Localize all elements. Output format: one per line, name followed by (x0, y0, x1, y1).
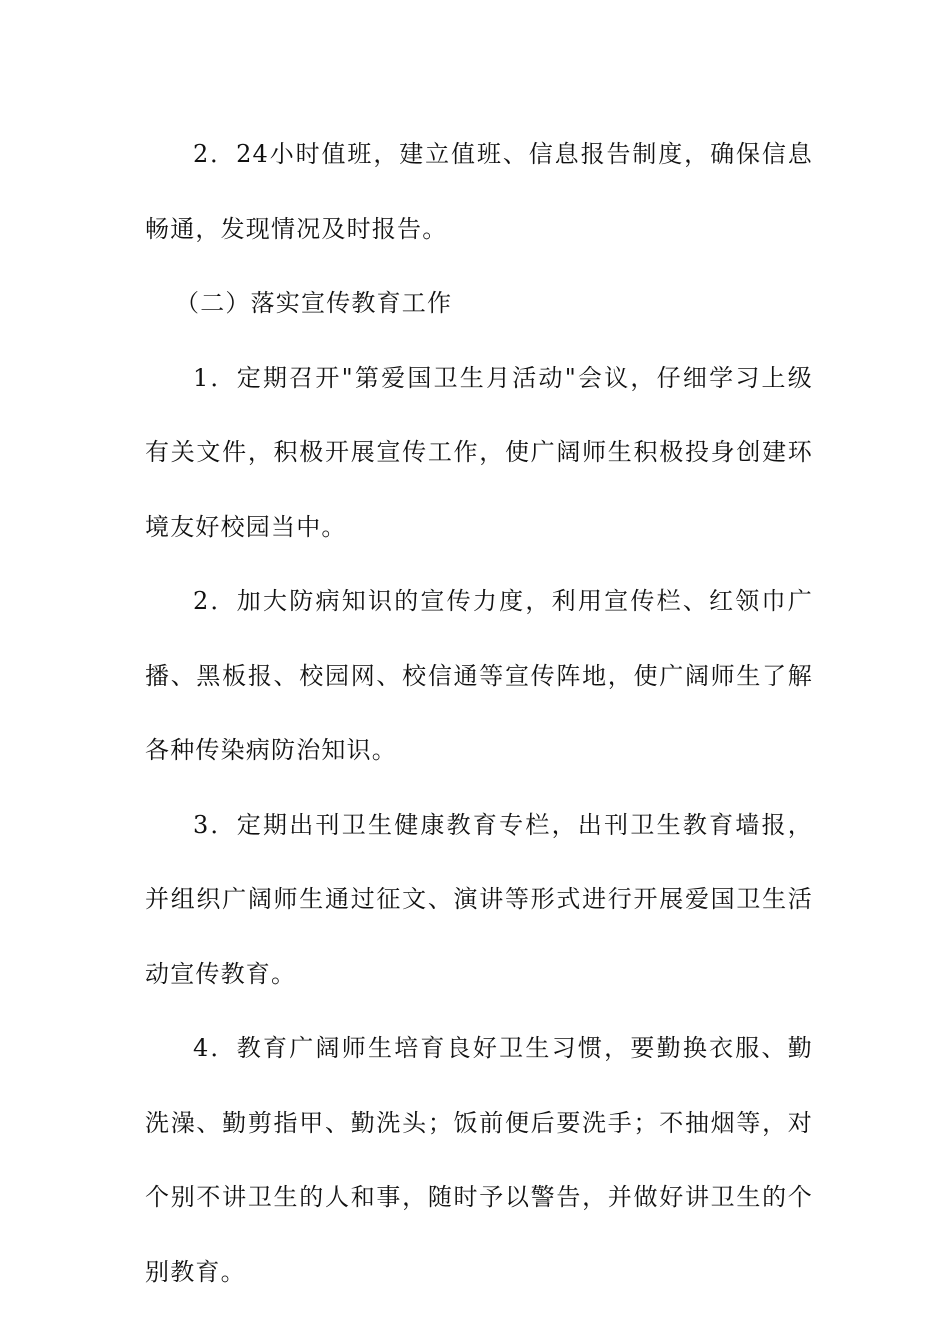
paragraph-meetings: 1．定期召开"第爱国卫生月活动"会议，仔细学习上级有关文件，积极开展宣传工作，使广阔师生积极投身创建环境友好校园当中。 (145, 363, 813, 541)
document-body (145, 117, 813, 1309)
paragraph-disease-knowledge: 2．加大防病知识的宣传力度，利用宣传栏、红领巾广播、黑板报、校园网、校信通等宣传阵地，使广阔师生了解各种传染病防治知识。 (145, 587, 813, 764)
paragraph-health-column: 3．定期出刊卫生健康教育专栏，出刊卫生教育墙报，并组织广阔师生通过征文、演讲等形式进行开展爱国卫生活动宣传教育。 (145, 810, 813, 988)
paragraph-hygiene-habits: 4．教育广阔师生培育良好卫生习惯，要勤换衣服、勤洗澡、勤剪指甲、勤洗头；饭前便后要洗手；不抽烟等，对个别不讲卫生的人和事，随时予以警告，并做好讲卫生的个别教育。 (145, 1034, 813, 1286)
paragraph-duty-shift: 2．24小时值班，建立值班、信息报告制度，确保信息畅通，发现情况及时报告。 (145, 140, 813, 243)
section-heading-publicity: （二）落实宣传教育工作 (175, 289, 453, 317)
